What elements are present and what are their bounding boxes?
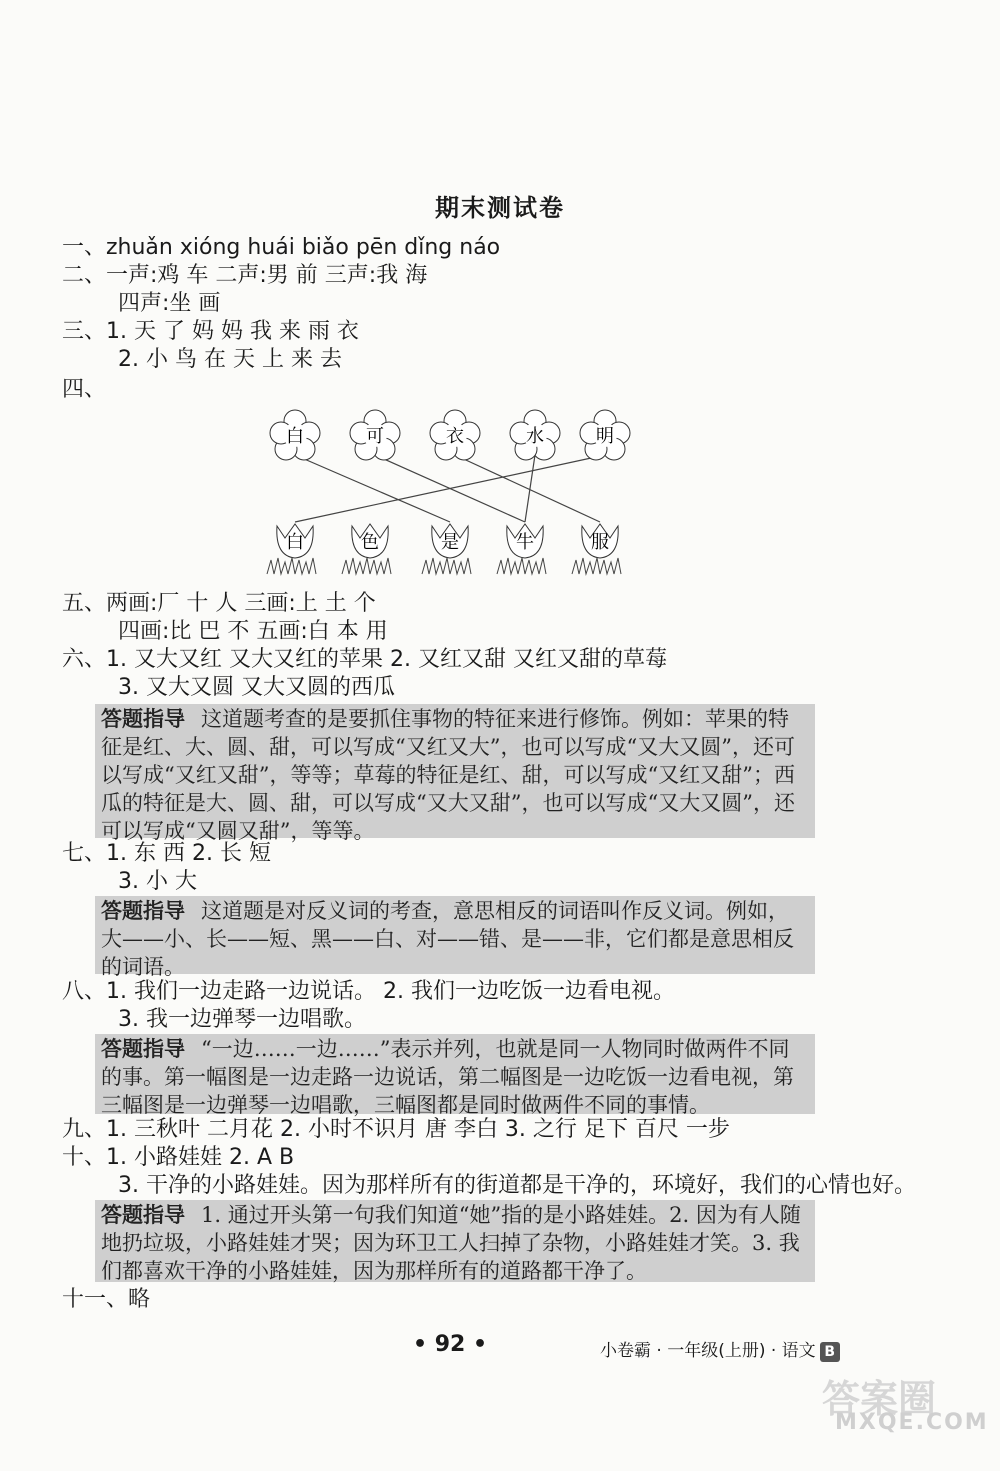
answer-q10: 十、1. 小路娃娃 2. A B bbox=[62, 1145, 295, 1170]
page-title: 期末测试卷 bbox=[435, 194, 565, 222]
answer-q7-cont: 3. 小 大 bbox=[118, 869, 197, 894]
guide-text: “一边……一边……”表示并列，也就是同一人物同时做两件不同的事。第一幅图是一边走路一边说话，第二幅图是一边吃饭一边看电视，第三幅图是一边弹琴一边唱歌，三幅图都是同时做两件不同的事情。 bbox=[101, 1037, 794, 1117]
tulip-char: 服 bbox=[591, 532, 609, 553]
tulip-icon bbox=[572, 524, 621, 574]
flower-char: 明 bbox=[596, 426, 614, 447]
answer-guide-q7 bbox=[95, 896, 815, 979]
page-number: • 92 • bbox=[412, 1332, 488, 1357]
answer-q9: 九、1. 三秋叶 二月花 2. 小时不识月 唐 李白 3. 之行 足下 百尺 一步 bbox=[62, 1117, 730, 1142]
answer-q10-cont: 3. 干净的小路娃娃。因为那样所有的街道都是干净的，环境好，我们的心情也好。 bbox=[118, 1173, 916, 1198]
tulip-char: 是 bbox=[441, 532, 459, 553]
answer-guide-q6 bbox=[95, 704, 815, 843]
edition-badge: B bbox=[820, 1342, 840, 1362]
guide-label: 答题指导 bbox=[101, 707, 185, 731]
answer-q1: 一、zhuǎn xióng huái biǎo pēn dǐng náo bbox=[62, 235, 501, 260]
guide-label: 答题指导 bbox=[101, 1037, 185, 1061]
answer-q2-cont: 四声:坐 画 bbox=[118, 291, 221, 316]
answer-guide-q10 bbox=[95, 1200, 815, 1282]
flower-char: 衣 bbox=[446, 426, 464, 447]
flower-char: 可 bbox=[366, 426, 384, 447]
tulip-char: 牛 bbox=[516, 532, 534, 553]
tulip-char: 白 bbox=[286, 532, 304, 553]
answer-q11: 十一、略 bbox=[62, 1287, 151, 1312]
match-line bbox=[455, 455, 600, 522]
guide-text: 1. 通过开头第一句我们知道“她”指的是小路娃娃。2. 因为有人随地扔垃圾，小路娃娃才哭；因为环卫工人扫掉了杂物，小路娃娃才笑。3. 我们都喜欢干净的小路娃娃，因为那样所有的道路都干净了。 bbox=[101, 1203, 801, 1283]
flower-icon bbox=[510, 410, 560, 460]
flower-icon bbox=[580, 410, 630, 460]
answer-q5-cont: 四画:比 巴 不 五画:白 本 用 bbox=[118, 619, 388, 644]
answer-q4: 四、 bbox=[62, 377, 107, 402]
answer-q6: 六、1. 又大又红 又大又红的苹果 2. 又红又甜 又红又甜的草莓 bbox=[62, 647, 667, 672]
guide-text: 这道题考查的是要抓住事物的特征来进行修饰。例如：苹果的特征是红、大、圆、甜，可以写成“又红又大”，也可以写成“又大又圆”，还可以写成“又红又甜”，等等；草莓的特征是红、甜，可以写成“又红又甜”；西瓜的特征是大、圆、甜，可以写成“又大又甜”，也可以写成“又大又圆”，还可以写成“又圆又甜”，等等。 bbox=[101, 707, 795, 843]
guide-text: 这道题是对反义词的考查，意思相反的词语叫作反义词。例如，大——小、长——短、黑——白、对——错、是——非，它们都是意思相反的词语。 bbox=[101, 899, 794, 979]
answer-q7: 七、1. 东 西 2. 长 短 bbox=[62, 841, 271, 866]
tulip-icon bbox=[342, 524, 391, 574]
tulip-char: 色 bbox=[361, 532, 379, 553]
answer-q8: 八、1. 我们一边走路一边说话。 2. 我们一边吃饭一边看电视。 bbox=[62, 979, 675, 1004]
watermark-logo: 答案圈 bbox=[822, 1377, 937, 1421]
answer-q2: 二、一声:鸡 车 二声:男 前 三声:我 海 bbox=[62, 263, 428, 288]
answer-q3-cont: 2. 小 鸟 在 天 上 来 去 bbox=[118, 347, 342, 372]
book-info bbox=[600, 1336, 840, 1362]
match-line bbox=[295, 455, 450, 522]
watermark-url: MXQE.COM bbox=[835, 1410, 989, 1435]
match-line bbox=[295, 455, 605, 522]
answer-q8-cont: 3. 我一边弹琴一边唱歌。 bbox=[118, 1007, 366, 1032]
flower-icon bbox=[430, 410, 480, 460]
flower-char: 白 bbox=[286, 426, 304, 447]
tulip-icon bbox=[497, 524, 546, 574]
tulip-icon bbox=[267, 524, 316, 574]
answer-guide-q8 bbox=[95, 1034, 815, 1117]
flower-char: 水 bbox=[526, 426, 544, 447]
matching-diagram bbox=[250, 395, 650, 585]
flower-icon bbox=[270, 410, 320, 460]
guide-label: 答题指导 bbox=[101, 899, 185, 923]
flower-icon bbox=[350, 410, 400, 460]
book-title: 小卷霸 · 一年级(上册) · 语文 bbox=[600, 1341, 816, 1361]
tulip-icon bbox=[422, 524, 471, 574]
guide-label: 答题指导 bbox=[101, 1203, 185, 1227]
answer-q6-cont: 3. 又大又圆 又大又圆的西瓜 bbox=[118, 675, 395, 700]
answer-q5: 五、两画:厂 十 人 三画:上 土 个 bbox=[62, 591, 376, 616]
answer-q3: 三、1. 天 了 妈 妈 我 来 雨 衣 bbox=[62, 319, 359, 344]
